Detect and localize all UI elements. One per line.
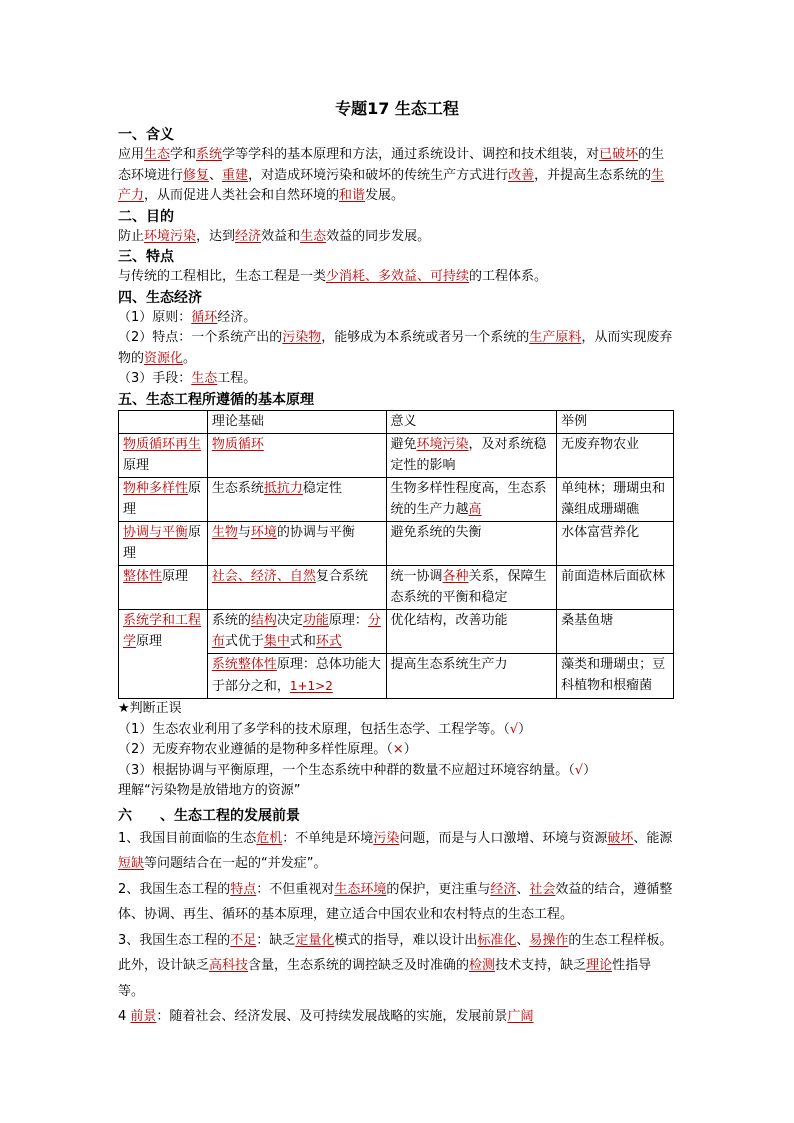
prospects-paragraph-3: 3、我国生态工程的不足：缺乏定量化模式的指导，难以设计出标准化、易操作的生态工程样板。此外，设计缺乏高科技含量，生态系统的调控缺乏及时准确的检测技术支持，缺乏理论性指导等。 — [118, 932, 673, 999]
table-header-cell — [119, 410, 208, 434]
judge-item-2: （2）无废弃物农业遵循的是物种多样性原理。（×） — [118, 742, 417, 757]
table-header-row — [119, 410, 674, 434]
table-row — [119, 566, 674, 610]
eco-economy-item-2: （2）特点：一个系统产出的污染物，能够成为本系统或者另一个系统的生产原料，从而实现废弃物的资源化。 — [118, 330, 673, 366]
principle-example: 前面造林后面砍林 — [557, 566, 674, 610]
meaning-paragraph: 应用生态学和系统学等学科的基本原理和方法，通过系统设计、调控和技术组装，对已破坏的生态环境进行修复、重建，对造成环境污染和破坏的传统生产方式进行改善，并提高生态系统的生产力，从而促进人类社会和自然环境的和谐发展。 — [118, 147, 665, 203]
principle-meaning: 避免环境污染，及对系统稳定性的影响 — [386, 434, 557, 478]
prospects-paragraph-1: 1、我国目前面临的生态危机：不单纯是环境污染问题，而是与人口激增、环境与资源破坏、能源短缺等问题结合在一起的“并发症”。 — [118, 830, 673, 871]
document-page — [118, 96, 676, 1030]
prospects-paragraph-2: 2、我国生态工程的特点：不但重视对生态环境的保护，更注重与经济、社会效益的结合，遵循整体、协调、再生、循环的基本原理，建立适合中国农业和农村特点的生态工程。 — [118, 881, 673, 922]
principle-example: 桑基鱼塘 — [557, 610, 674, 654]
heading-meaning: 一、含义 — [118, 127, 174, 143]
principle-example: 无废弃物农业 — [557, 434, 674, 478]
heading-prospects: 六 、生态工程的发展前景 — [118, 807, 300, 824]
judge-item-3: （3）根据协调与平衡原理，一个生态系统中种群的数量不应超过环境容纳量。（√） — [118, 762, 597, 778]
purpose-paragraph: 防止环境污染，达到经济效益和生态效益的同步发展。 — [118, 228, 431, 244]
table-header-cell: 举例 — [557, 410, 674, 434]
principle-basis: 生物与环境的协调与平衡 — [207, 522, 386, 566]
judge-item-1: （1）生态农业利用了多学科的技术原理，包括生态学、工程学等。（√） — [118, 721, 532, 737]
principle-basis: 物质循环 — [207, 434, 386, 478]
judge-note: 理解“污染物是放错地方的资源” — [118, 783, 301, 798]
principle-meaning: 优化结构，改善功能 — [386, 610, 557, 654]
principle-name: 系统学和工程学原理 — [119, 610, 208, 699]
heading-eco-economy: 四、生态经济 — [118, 289, 202, 306]
answer-mark: × — [392, 742, 404, 757]
principle-meaning: 提高生态系统生产力 — [386, 654, 557, 699]
principle-name: 协调与平衡原理 — [119, 522, 208, 566]
principle-basis: 生态系统抵抗力稳定性 — [207, 478, 386, 522]
principles-table — [118, 410, 674, 700]
table-header-cell: 意义 — [386, 410, 557, 434]
table-row — [119, 434, 674, 478]
answer-mark: √ — [509, 721, 519, 737]
table-header-cell: 理论基础 — [207, 410, 386, 434]
principle-basis: 社会、经济、自然复合系统 — [207, 566, 386, 610]
heading-purpose: 二、目的 — [118, 208, 174, 225]
answer-mark: √ — [574, 762, 584, 778]
heading-features: 三、特点 — [118, 249, 174, 265]
principle-meaning: 生物多样性程度高，生态系统的生产力越高 — [386, 478, 557, 522]
eco-economy-item-3: （3）手段：生态工程。 — [118, 371, 257, 386]
heading-principles: 五、生态工程所遵循的基本原理 — [118, 391, 314, 408]
principle-name: 物质循环再生原理 — [119, 434, 208, 478]
prospects-paragraph-4: 4 前景：随着社会、经济发展、及可持续发展战略的实施，发展前景广阔 — [118, 1009, 534, 1024]
principle-name: 整体性原理 — [119, 566, 208, 610]
principle-example: 水体富营养化 — [557, 522, 674, 566]
features-paragraph: 与传统的工程相比，生态工程是一类少消耗、多效益、可持续的工程体系。 — [118, 269, 548, 284]
principle-example: 单纯林；珊瑚虫和藻组成珊瑚礁 — [557, 478, 674, 522]
judge-heading: ★判断正误 — [118, 701, 182, 716]
principle-meaning: 统一协调各种关系，保障生态系统的平衡和稳定 — [386, 566, 557, 610]
principle-basis: 系统整体性原理：总体功能大于部分之和，1+1>2 — [207, 654, 386, 699]
page-title: 专题17 生态工程 — [335, 99, 459, 118]
table-row — [119, 522, 674, 566]
eco-economy-item-1: （1）原则：循环经济。 — [118, 309, 257, 325]
table-row — [119, 610, 674, 654]
principle-name: 物种多样性原理 — [119, 478, 208, 522]
principle-example: 藻类和珊瑚虫；豆科植物和根瘤菌 — [557, 654, 674, 699]
principle-meaning: 避免系统的失衡 — [386, 522, 557, 566]
principle-basis: 系统的结构决定功能原理：分布式优于集中式和环式 — [207, 610, 386, 654]
table-row — [119, 478, 674, 522]
